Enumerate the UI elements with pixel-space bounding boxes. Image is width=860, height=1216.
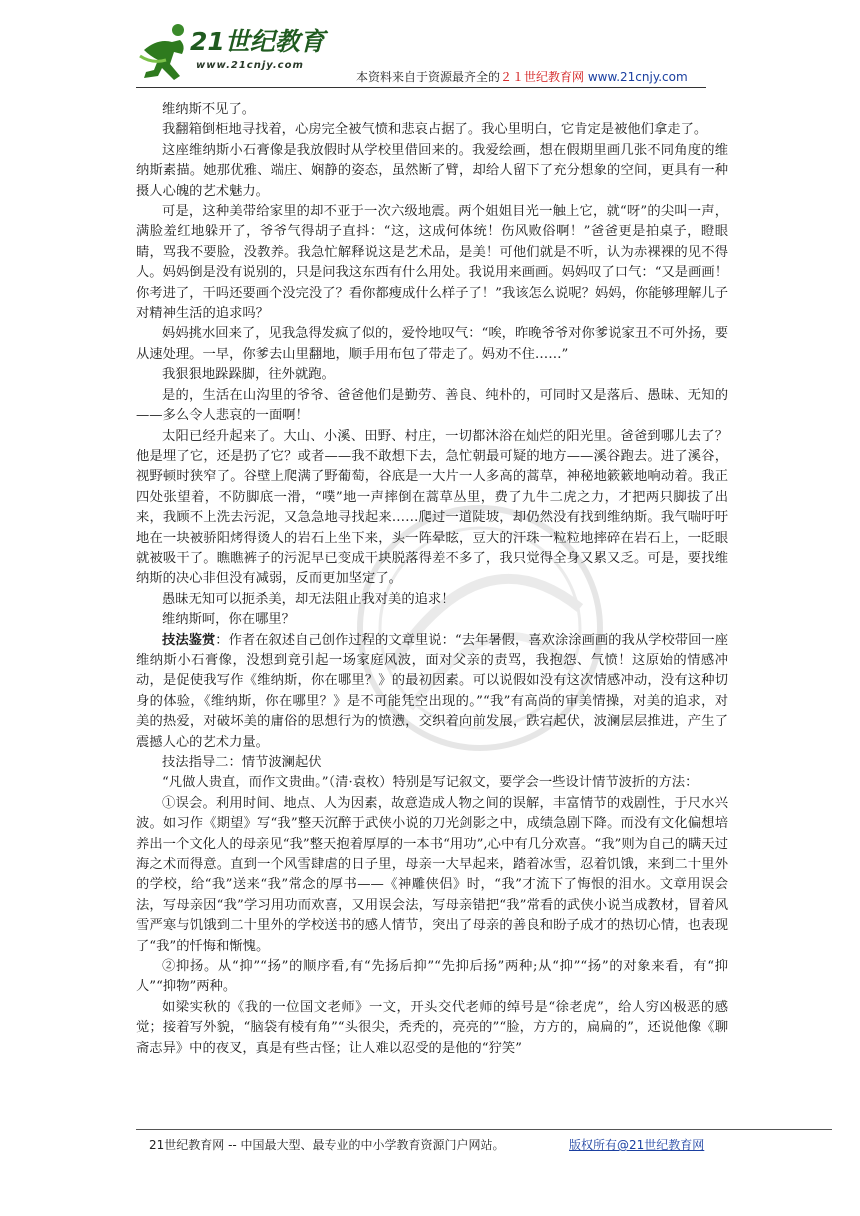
copyright-link[interactable]: 版权所有@21世纪教育网 xyxy=(569,1138,705,1152)
running-figure-icon xyxy=(136,20,196,84)
page-footer xyxy=(149,1136,789,1153)
paragraph: 可是，这种美带给家里的却不亚于一次六级地震。两个姐姐目光一触上它，就“呀”的尖叫一声，满脸羞红地躲开了，爷爷气得胡子直抖：“这，这成何体统！伤风败俗啊！”爸爸更是拍桌子，瞪眼睛，骂我不要脸，没教养。我急忙解释说这是艺术品，是美！可他们就是不听，认为赤裸裸的见不得人。妈妈倒是没有说别的，只是问我这东西有什么用处。我说用来画画。妈妈叹了口气：“又是画画！你考进了，干吗还要画个没完没了？看你都瘦成什么样子了！”我该怎么说呢？妈妈，你能够理解儿子对精神生活的追求吗？ xyxy=(136,204,728,322)
footer-text: 21世纪教育网 -- 中国最大型、最专业的中小学教育资源门户网站。 xyxy=(149,1138,505,1152)
paragraph: 维纳斯呵，你在哪里？ xyxy=(162,612,295,628)
paragraph: 我狠狠地跺跺脚，往外就跑。 xyxy=(162,367,335,383)
site-logo xyxy=(136,20,336,84)
guide-paragraph: “凡做人贵直，而作文贵曲。”（清·袁枚）特别是写记叙文，要学会一些设计情节波折的方法： xyxy=(162,775,699,791)
source-url-link[interactable]: www.21cnjy.com xyxy=(587,70,688,84)
paragraph: 是的，生活在山沟里的爷爷、爸爸他们是勤劳、善良、纯朴的，可同时又是落后、愚昧、无知的——多么令人悲哀的一面啊！ xyxy=(136,387,728,424)
paragraph: 太阳已经升起来了。大山、小溪、田野、村庄，一切都沐浴在灿烂的阳光里。爸爸到哪儿去了？他是埋了它，还是扔了它？或者——我不敢想下去，急忙朝最可疑的地方——溪谷跑去。进了溪谷，视野顿时狭窄了。谷壁上爬满了野葡萄，谷底是一大片一人多高的蒿草，神秘地簌簌地响动着。我正四处张望着，不防脚底一滑，“噗”地一声摔倒在蒿草丛里，费了九牛二虎之力，才把两只脚拔了出来，我顾不上洗去污泥，又急急地寻找起来……爬过一道陡坡，却仍然没有找到维纳斯。我气喘吁吁地在一块被骄阳烤得烫人的岩石上坐下来，头一阵晕眩，豆大的汗珠一粒粒地摔碎在岩石上，一眨眼就被吸干了。瞧瞧裤子的污泥早已变成干块脱落得差不多了，我只觉得全身又累又乏。可是，要找维纳斯的决心非但没有减弱，反而更加坚定了。 xyxy=(136,428,728,587)
source-prefix: 本资料来自于资源最齐全的 xyxy=(356,70,501,84)
source-site-link[interactable]: ２１世纪教育网 xyxy=(500,70,585,84)
guide-title: 技法指导二：情节波澜起伏 xyxy=(162,755,322,770)
paragraph: 我翻箱倒柜地寻找着，心房完全被气愤和悲哀占据了。我心里明白，它肯定是被他们拿走了。 xyxy=(162,122,708,138)
guide-paragraph: ①误会。利用时间、地点、人为因素，故意造成人物之间的误解，丰富情节的戏剧性，于尺水兴波。如习作《期望》写“我”整天沉醉于武侠小说的刀光剑影之中，成绩急剧下降。而没有文化偏想培养出一个文化人的母亲见“我”整天抱着厚厚的一本书“用功”,心中有几分欢喜。“我”则为自己的瞒天过海之术而得意。直到一个风雪肆虐的日子里，母亲一大早起来，踏着冰雪，忍着饥饿，来到二十里外的学校，给“我”送来“我”常念的厚书——《神雕侠侣》时，“我”才流下了悔恨的泪水。文章用误会法，写母亲因“我”学习用功而欢喜，又用误会法，写母亲错把“我”常看的武侠小说当成教材，冒着风雪严寒与饥饿到二十里外的学校送书的感人情节，突出了母亲的善良和盼子成才的热切心情，也表现了“我”的忏悔和惭愧。 xyxy=(136,795,728,954)
article-body xyxy=(136,100,728,1059)
logo-url: www.21cnjy.com xyxy=(196,60,304,71)
appreciation-text: ：作者在叙述自己创作过程的文章里说：“去年暑假，喜欢涂涂画画的我从学校带回一座维纳斯小石膏像，没想到竟引起一场家庭风波，面对父亲的责骂，我抱怨、气愤！这原始的情感冲动，是促使我写作《维纳斯，你在哪里？》的最初因素。可以说假如没有这次情感冲动，没有这种切身的体验，《维纳斯，你在哪里？》是不可能凭空出现的。”“我”有高尚的审美情操，对美的追求，对美的热爱，对破坏美的庸俗的思想行为的愤懑，交织着向前发展，跌宕起伏，波澜层层推进，产生了震撼人心的艺术力量。 xyxy=(136,632,729,750)
footer-divider xyxy=(136,1129,832,1130)
paragraph: 维纳斯不见了。 xyxy=(162,102,256,117)
paragraph: 妈妈挑水回来了，见我急得发疯了似的，爱怜地叹气：“唉，昨晚爷爷对你爹说家丑不可外扬，要从速处理。一早，你爹去山里翻地，顺手用布包了带走了。妈劝不住……” xyxy=(136,326,728,362)
logo-text: 21世纪教育 xyxy=(190,27,325,56)
guide-paragraph: ②抑扬。从“抑”“扬”的顺序看,有“先扬后抑”“先抑后扬”两种;从“抑”“扬”的对象来看，有“抑人”“抑物”两种。 xyxy=(136,959,728,995)
guide-paragraph: 如梁实秋的《我的一位国文老师》一文，开头交代老师的绰号是“徐老虎”，给人穷凶极恶的感觉；接着写外貌，“脑袋有棱有角”“头很尖，秃秃的，亮亮的”“脸，方方的，扁扁的”，还说他像《聊斋志异》中的夜叉，真是有些古怪；让人难以忍受的是他的“狞笑” xyxy=(136,999,728,1056)
paragraph: 这座维纳斯小石膏像是我放假时从学校里借回来的。我爱绘画，想在假期里画几张不同角度的维纳斯素描。她那优雅、端庄、娴静的姿态，虽然断了臂，却给人留下了充分想象的空间，更具有一种摄人心魄的艺术魅力。 xyxy=(136,142,728,199)
appreciation-label: 技法鉴赏 xyxy=(162,632,216,648)
page-header xyxy=(0,0,860,95)
header-divider xyxy=(136,87,706,88)
header-source xyxy=(356,68,688,85)
appreciation-paragraph xyxy=(136,631,728,753)
paragraph: 愚昧无知可以扼杀美，却无法阻止我对美的追求！ xyxy=(162,591,455,607)
